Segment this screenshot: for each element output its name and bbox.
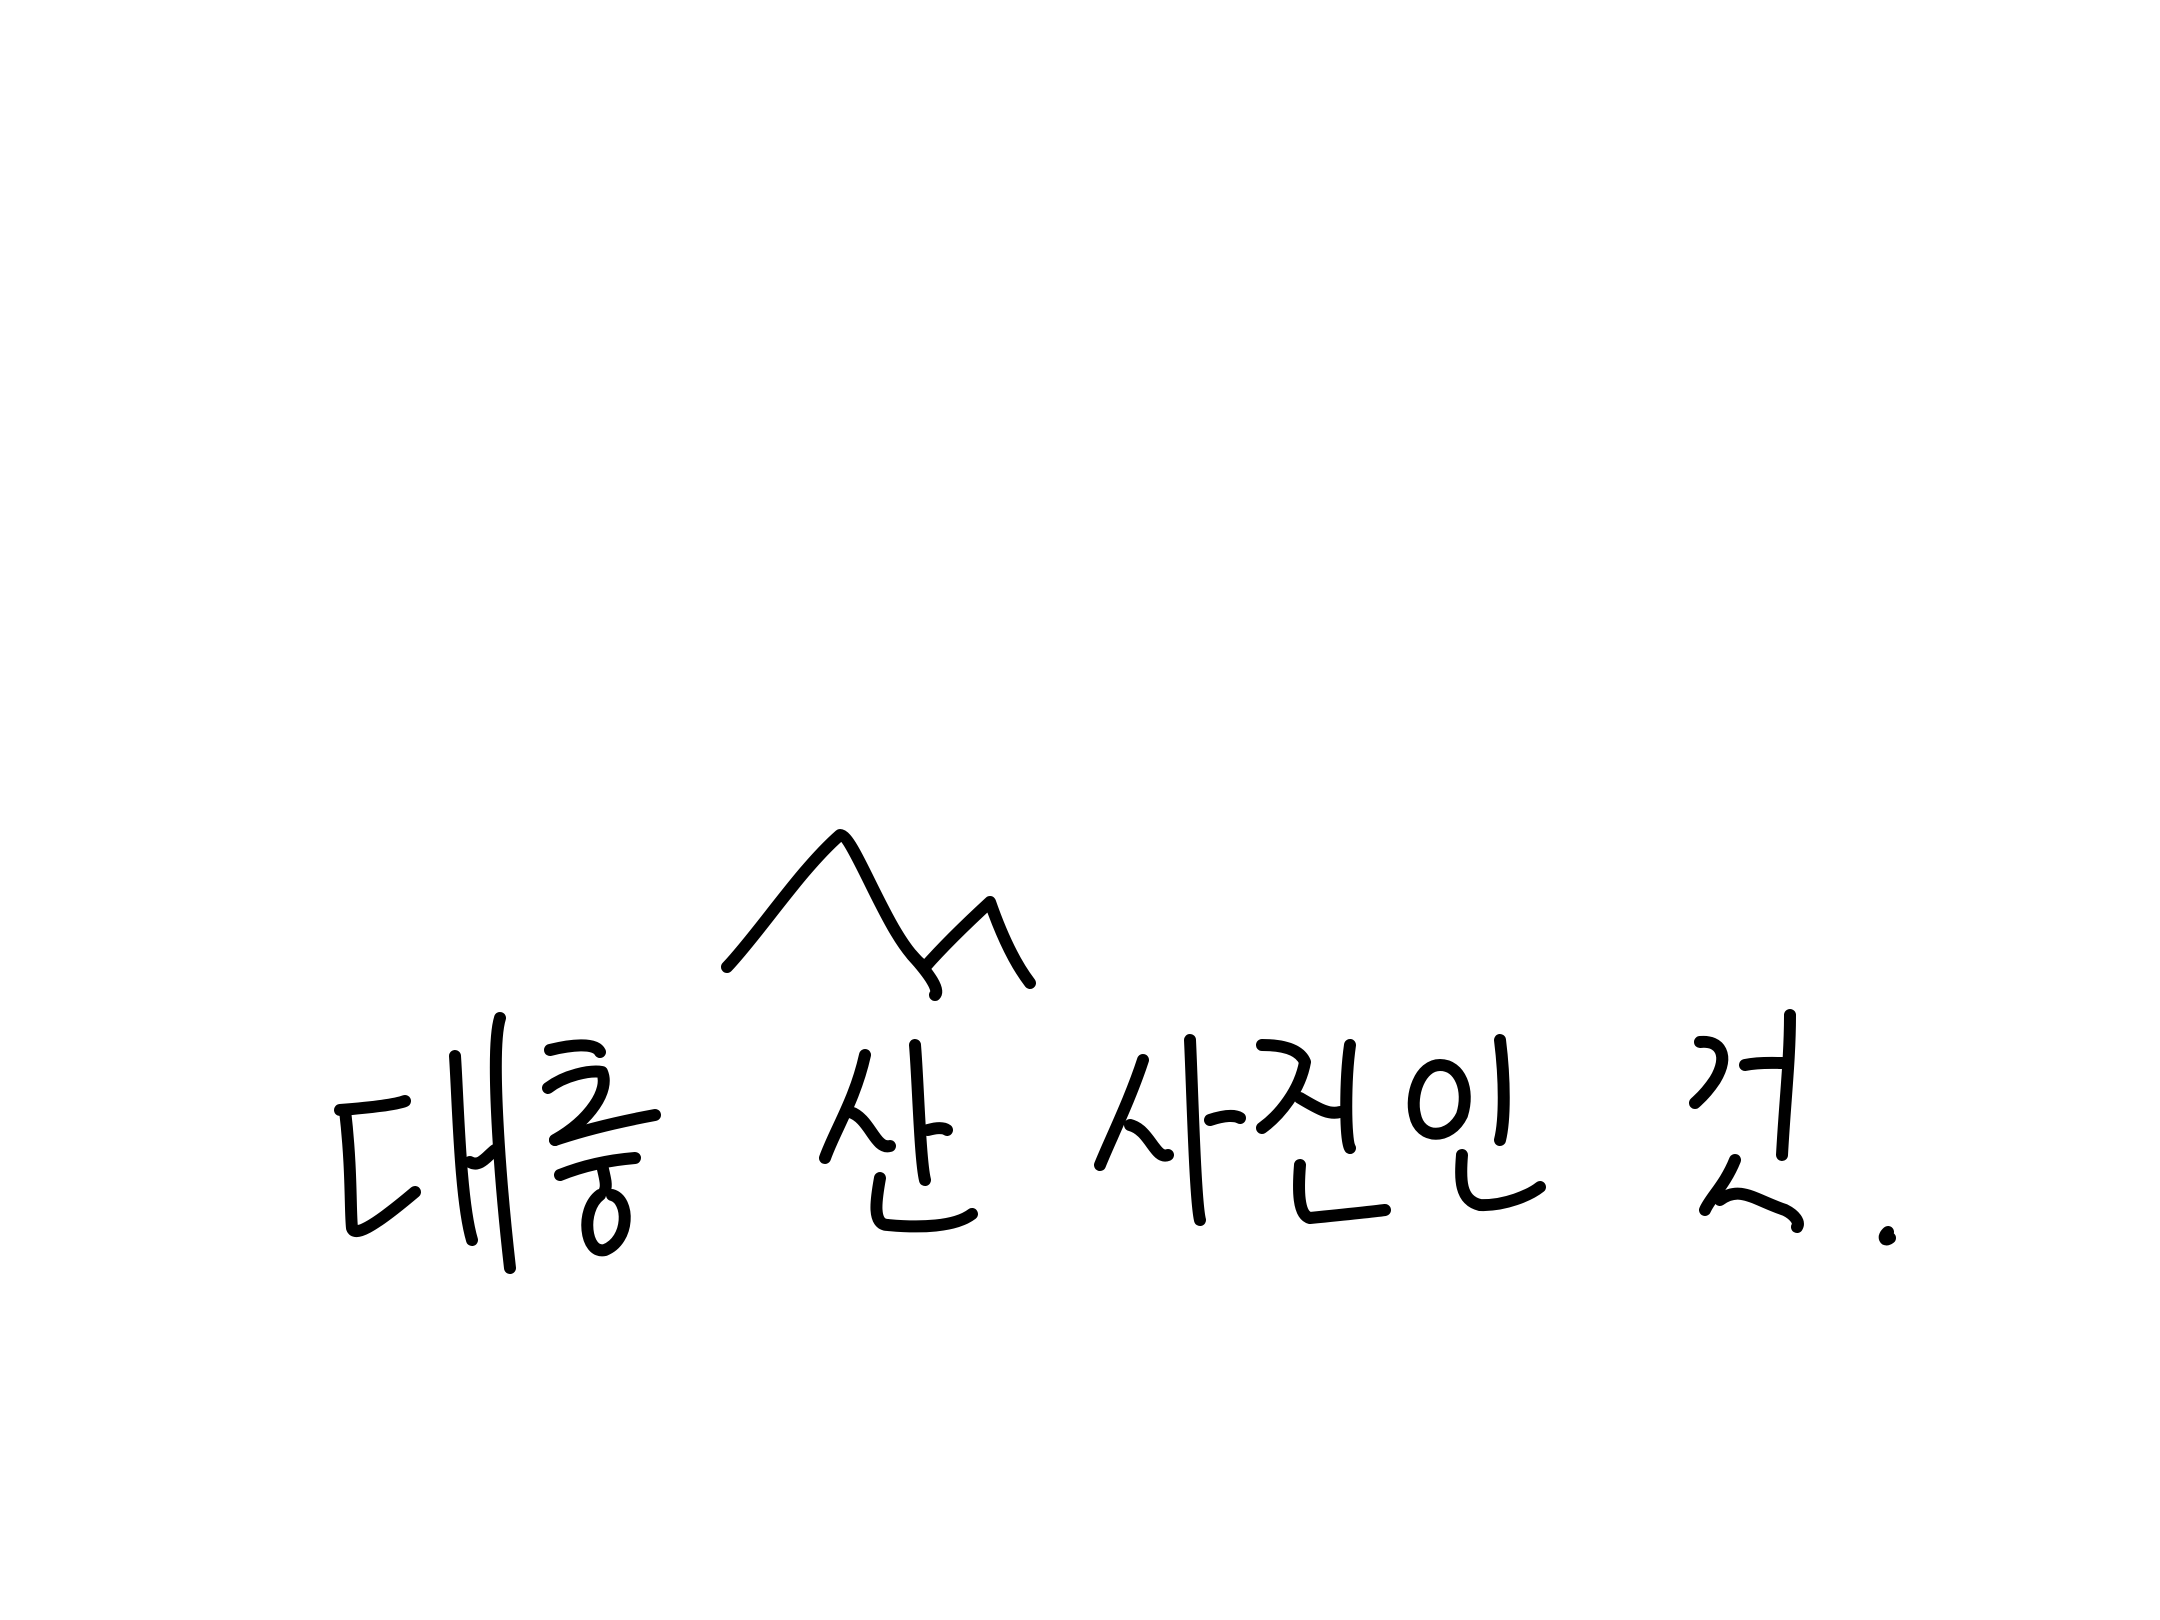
char-chung	[548, 1045, 655, 1250]
char-jin	[1262, 1045, 1385, 1218]
char-san	[825, 1045, 972, 1226]
char-geot	[1695, 1015, 1798, 1227]
handwritten-caption	[340, 1015, 1890, 1268]
char-sa	[1100, 1040, 1240, 1220]
mountain-sketch-label	[0, 0, 1, 1]
period-mark	[1885, 1232, 1890, 1239]
char-dae	[340, 1018, 510, 1268]
char-in	[1414, 1040, 1540, 1205]
mountain-sketch-icon	[727, 835, 1030, 995]
